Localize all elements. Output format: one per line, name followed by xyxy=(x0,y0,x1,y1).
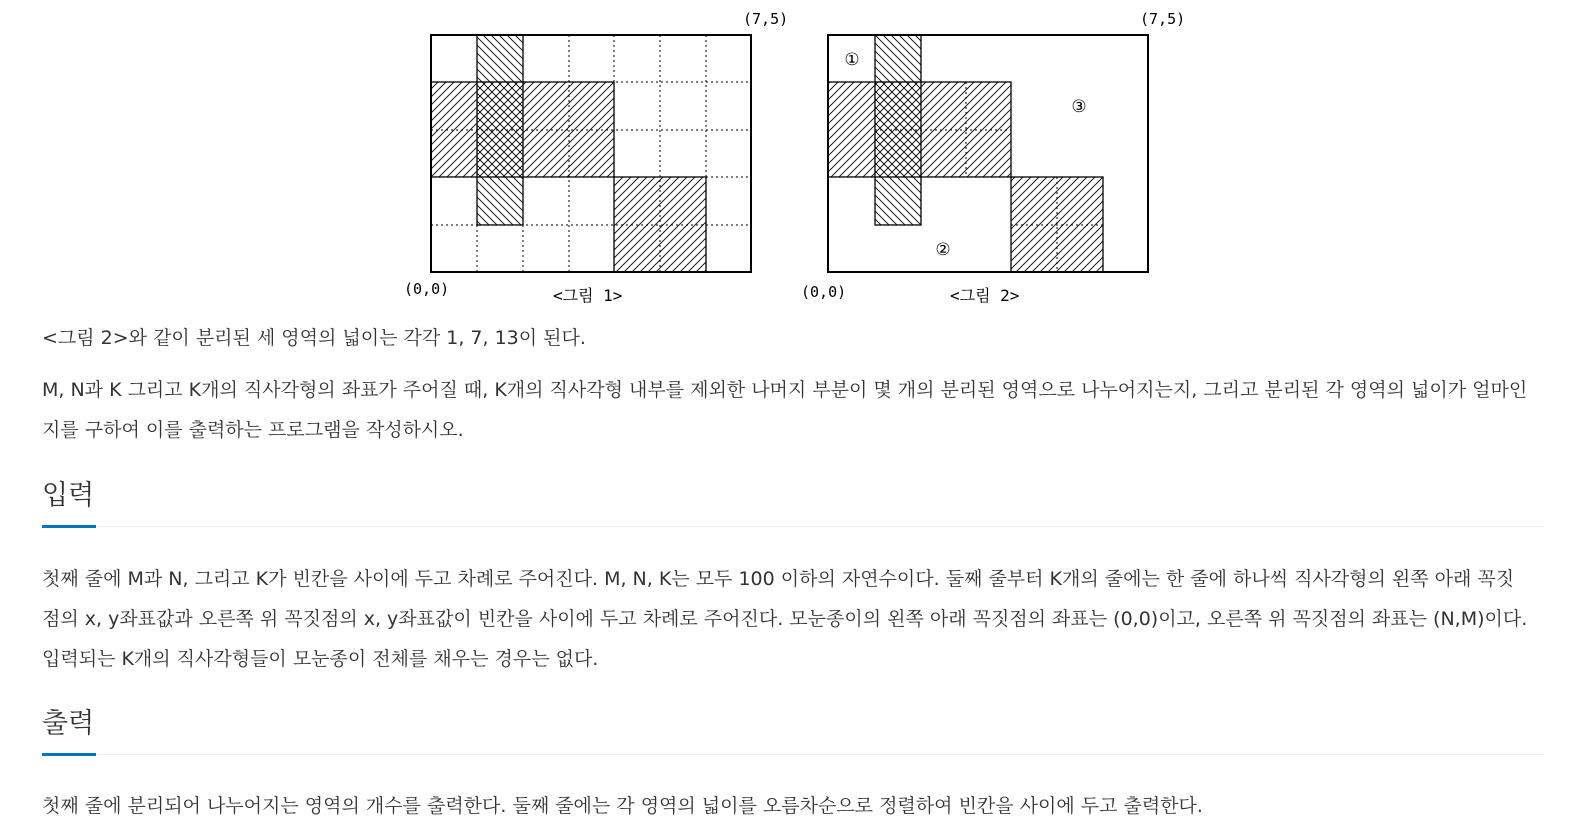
figure-2 xyxy=(801,10,1185,305)
output-description: 첫째 줄에 분리되어 나누어지는 영역의 개수를 출력한다. 둘째 줄에는 각 영역의 넓이를 오름차순으로 정렬하여 빈칸을 사이에 두고 출력한다. xyxy=(42,795,1203,817)
figure-1-caption: <그림 1> xyxy=(553,286,623,305)
figure-1 xyxy=(404,10,788,305)
figure-2-region-2: ② xyxy=(935,240,951,260)
input-heading-divider xyxy=(42,526,1544,527)
figure-2-region-1: ① xyxy=(844,50,860,70)
problem-figures xyxy=(0,0,1572,310)
figure-2-corner-label: (7,5) xyxy=(1140,10,1186,28)
input-description: 첫째 줄에 M과 N, 그리고 K가 빈칸을 사이에 두고 차례로 주어진다. M, N, K는 모두 100 이하의 자연수이다. 둘째 줄부터 K개의 줄에는 한 줄에 하나씩 직사각형의 왼쪽 아래 꼭짓점의 x, y좌표값과 오른쪽 위 꼭짓점의 x, y좌표값이 빈칸을 사이에 두고 차례로 주어진다. 모눈종이의 왼쪽 아래 꼭짓점의 좌표는 (0,0)이고, 오른쪽 위 꼭짓점의 좌표는 (N,M)이다. 입력되는 K개의 직사각형들이 모눈종이 전체를 채우는 경우는 없다. xyxy=(42,568,1528,670)
input-heading-accent xyxy=(42,525,96,528)
task-paragraph: M, N과 K 그리고 K개의 직사각형의 좌표가 주어질 때, K개의 직사각형 내부를 제외한 나머지 부분이 몇 개의 분리된 영역으로 나누어지는지, 그리고 분리된 각 영역의 넓이가 얼마인지를 구하여 이를 출력하는 프로그램을 작성하시오. xyxy=(42,379,1528,441)
input-heading: 입력 xyxy=(42,480,95,511)
output-heading-divider xyxy=(42,754,1544,755)
output-heading: 출력 xyxy=(42,708,95,739)
areas-paragraph: <그림 2>와 같이 분리된 세 영역의 넓이는 각각 1, 7, 13이 된다. xyxy=(42,327,586,349)
figure-2-caption: <그림 2> xyxy=(950,286,1020,305)
figure-1-origin-label: (0,0) xyxy=(404,280,450,298)
figure-2-region-3: ③ xyxy=(1071,97,1087,117)
figure-2-origin-label: (0,0) xyxy=(801,283,847,301)
figure-1-corner-label: (7,5) xyxy=(743,10,789,28)
output-heading-accent xyxy=(42,753,96,756)
figure-1-rect-b xyxy=(477,35,523,225)
figure-1-rect-c xyxy=(614,177,706,272)
